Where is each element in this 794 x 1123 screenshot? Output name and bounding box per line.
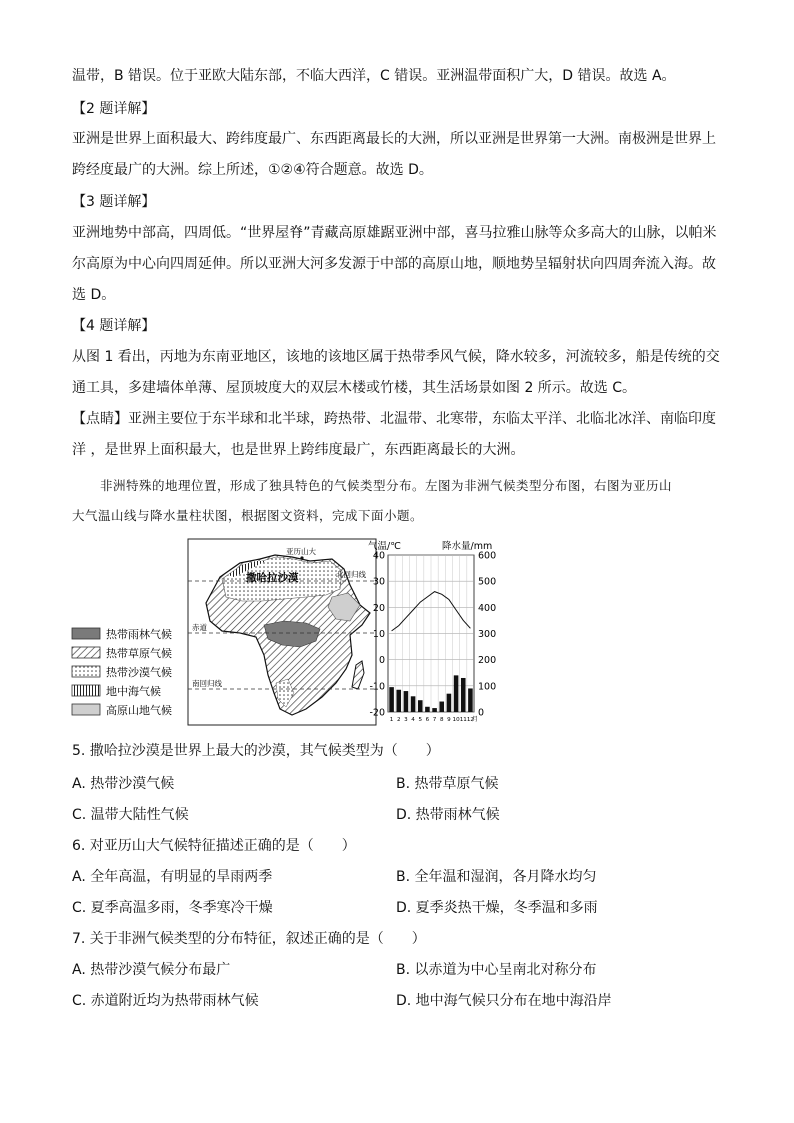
precip-tick-label: 200 <box>478 655 497 667</box>
q7-option-c[interactable]: C. 赤道附近均为热带雨林气候 <box>72 993 259 1009</box>
climate-figure <box>70 537 500 727</box>
q7-option-a[interactable]: A. 热带沙漠气候分布最广 <box>72 962 231 978</box>
q7-option-b[interactable]: B. 以赤道为中心呈南北对称分布 <box>396 962 597 978</box>
temp-tick-label: 40 <box>372 550 385 562</box>
paragraph-q2-line1: 亚洲是世界上面积最大、跨纬度最广、东西距离最长的大洲，所以亚洲是世界第一大洲。南极洲是世界上 <box>72 131 716 147</box>
precipitation-bar <box>396 690 401 712</box>
legend-swatch-mediterranean <box>72 685 100 696</box>
temp-tick-label: -20 <box>369 707 385 719</box>
paragraph-q4-line2: 通工具，多建墙体单薄、屋顶坡度大的双层木楼或竹楼，其生活场景如图 2 所示。故选 C。 <box>72 380 637 396</box>
intro-line1: 非洲特殊的地理位置，形成了独具特色的气候类型分布。左图为非洲气候类型分布图，右图为亚历山 <box>100 478 673 493</box>
month-tick-label: 8 <box>439 717 444 723</box>
legend-label: 热带沙漠气候 <box>106 666 172 679</box>
temp-tick-label: 30 <box>372 576 385 588</box>
precipitation-bar <box>425 707 430 712</box>
month-tick-label: 12 <box>466 717 474 723</box>
temp-tick-label: 0 <box>378 655 385 667</box>
precipitation-bar <box>454 675 459 712</box>
q5-option-a[interactable]: A. 热带沙漠气候 <box>72 776 175 792</box>
paragraph-q4-line1: 从图 1 看出，丙地为东南亚地区，该地的该地区属于热带季风气候，降水较多，河流较多，船是传统的交 <box>72 349 720 365</box>
legend-swatch-desert <box>72 666 100 677</box>
q5-option-c[interactable]: C. 温带大陆性气候 <box>72 807 189 823</box>
legend-label: 地中海气候 <box>106 685 161 698</box>
paragraph-tip-line2: 洋 ，是世界上面积最大，也是世界上跨纬度最广，东西距离最长的大洲。 <box>72 442 525 458</box>
temp-tick-label: -10 <box>369 681 385 693</box>
precip-tick-label: 500 <box>478 576 497 588</box>
month-tick-label: 1 <box>389 717 394 723</box>
q6-option-d[interactable]: D. 夏季炎热干燥，冬季温和多雨 <box>396 900 598 916</box>
precip-tick-label: 600 <box>478 550 497 562</box>
precipitation-bar <box>404 691 409 712</box>
legend-label: 热带雨林气候 <box>106 628 172 641</box>
month-tick-label: 6 <box>425 717 430 723</box>
legend <box>72 627 172 717</box>
legend-swatch-highland <box>72 704 100 715</box>
question-6-stem: 6. 对亚历山大气候特征描述正确的是（ ） <box>72 838 356 854</box>
legend-label: 热带草原气候 <box>106 647 172 660</box>
q7-option-d[interactable]: D. 地中海气候只分布在地中海沿岸 <box>396 993 612 1009</box>
q6-option-b[interactable]: B. 全年温和湿润，各月降水均匀 <box>396 869 597 885</box>
month-tick-label: 7 <box>432 717 437 723</box>
precipitation-bar <box>461 678 466 712</box>
legend-label: 高原山地气候 <box>106 704 172 717</box>
month-tick-label: 4 <box>411 717 415 723</box>
month-tick-label: 2 <box>396 717 401 723</box>
precipitation-bar <box>468 688 473 712</box>
question-5-stem: 5. 撒哈拉沙漠是世界上最大的沙漠，其气候类型为（ ） <box>72 743 440 759</box>
precipitation-bar <box>447 694 452 712</box>
chart-xlabel: 月 <box>472 716 479 723</box>
precip-tick-label: 0 <box>478 707 485 719</box>
legend-item-highland <box>72 703 172 717</box>
legend-item-savanna <box>72 646 172 660</box>
heading-q3-explanation: 【3 题详解】 <box>72 194 156 210</box>
month-tick-label: 10 <box>452 717 460 723</box>
temp-tick-label: 10 <box>372 629 385 640</box>
heading-q2-explanation: 【2 题详解】 <box>72 101 156 117</box>
precipitation-bar <box>439 702 444 712</box>
label-equator: 赤道 <box>192 623 207 632</box>
heading-q4-explanation: 【4 题详解】 <box>72 318 156 334</box>
chart-precip-axis <box>478 551 496 719</box>
paragraph-q3-line3: 选 D。 <box>72 287 116 303</box>
q5-option-b[interactable]: B. 热带草原气候 <box>396 776 499 792</box>
paragraph-q3-line1: 亚洲地势中部高，四周低。“世界屋脊”青藏高原雄踞亚洲中部，喜马拉雅山脉等众多高大的山脉，以帕米 <box>72 225 717 241</box>
chart-month-labels <box>390 717 474 723</box>
chart-ylabel-precipitation: 降水量/mm <box>442 541 493 552</box>
paragraph-tip-line1: 【点睛】亚洲主要位于东半球和北半球，跨热带、北温带、北寒带，东临太平洋、北临北冰洋、南临印度 <box>72 411 716 427</box>
q6-option-a[interactable]: A. 全年高温，有明显的旱雨两季 <box>72 869 273 885</box>
intro-line2: 大气温山线与降水量柱状图，根据图文资料，完成下面小题。 <box>72 508 424 523</box>
legend-item-mediterranean <box>72 684 161 698</box>
month-tick-label: 9 <box>447 717 451 723</box>
label-alexandria: 亚历山大 <box>286 547 316 556</box>
label-sahara: 撒哈拉沙漠 <box>246 572 299 584</box>
precip-tick-label: 100 <box>478 681 497 693</box>
paragraph-q2-line2: 跨经度最广的大洲。综上所述，①②④符合题意。故选 D。 <box>72 162 433 178</box>
precipitation-bar <box>389 687 394 712</box>
precipitation-bar <box>432 708 437 712</box>
chart-ylabel-temperature: 气温/℃ <box>368 541 401 552</box>
legend-swatch-savanna <box>72 647 100 658</box>
africa-climate-map <box>188 539 376 725</box>
precip-tick-label: 300 <box>478 629 497 640</box>
label-tropic-cancer: 北回归线 <box>336 570 366 579</box>
label-tropic-capricorn: 南回归线 <box>192 679 222 688</box>
q6-option-c[interactable]: C. 夏季高温多雨，冬季寒冷干燥 <box>72 900 273 916</box>
legend-item-desert <box>72 665 172 679</box>
alexandria-point <box>300 556 303 559</box>
climate-chart <box>368 540 496 723</box>
legend-swatch-rainforest <box>72 628 100 639</box>
legend-item-rainforest <box>72 627 172 641</box>
precipitation-bar <box>411 696 416 712</box>
month-tick-label: 5 <box>418 717 423 723</box>
paragraph-q3-line2: 尔高原为中心向四周延伸。所以亚洲大河多发源于中部的高原山地，顺地势呈辐射状向四周奔流入海。故 <box>72 256 716 272</box>
month-tick-label: 11 <box>459 717 467 723</box>
q5-option-d[interactable]: D. 热带雨林气候 <box>396 807 500 823</box>
month-tick-label: 3 <box>404 717 408 723</box>
question-7-stem: 7. 关于非洲气候类型的分布特征，叙述正确的是（ ） <box>72 931 426 947</box>
precip-tick-label: 400 <box>478 602 497 614</box>
paragraph-1-end: 温带，B 错误。位于亚欧大陆东部，不临大西洋，C 错误。亚洲温带面积广大，D 错误。故选 A。 <box>72 68 676 84</box>
temp-tick-label: 20 <box>372 602 385 614</box>
precipitation-bar <box>418 700 423 712</box>
